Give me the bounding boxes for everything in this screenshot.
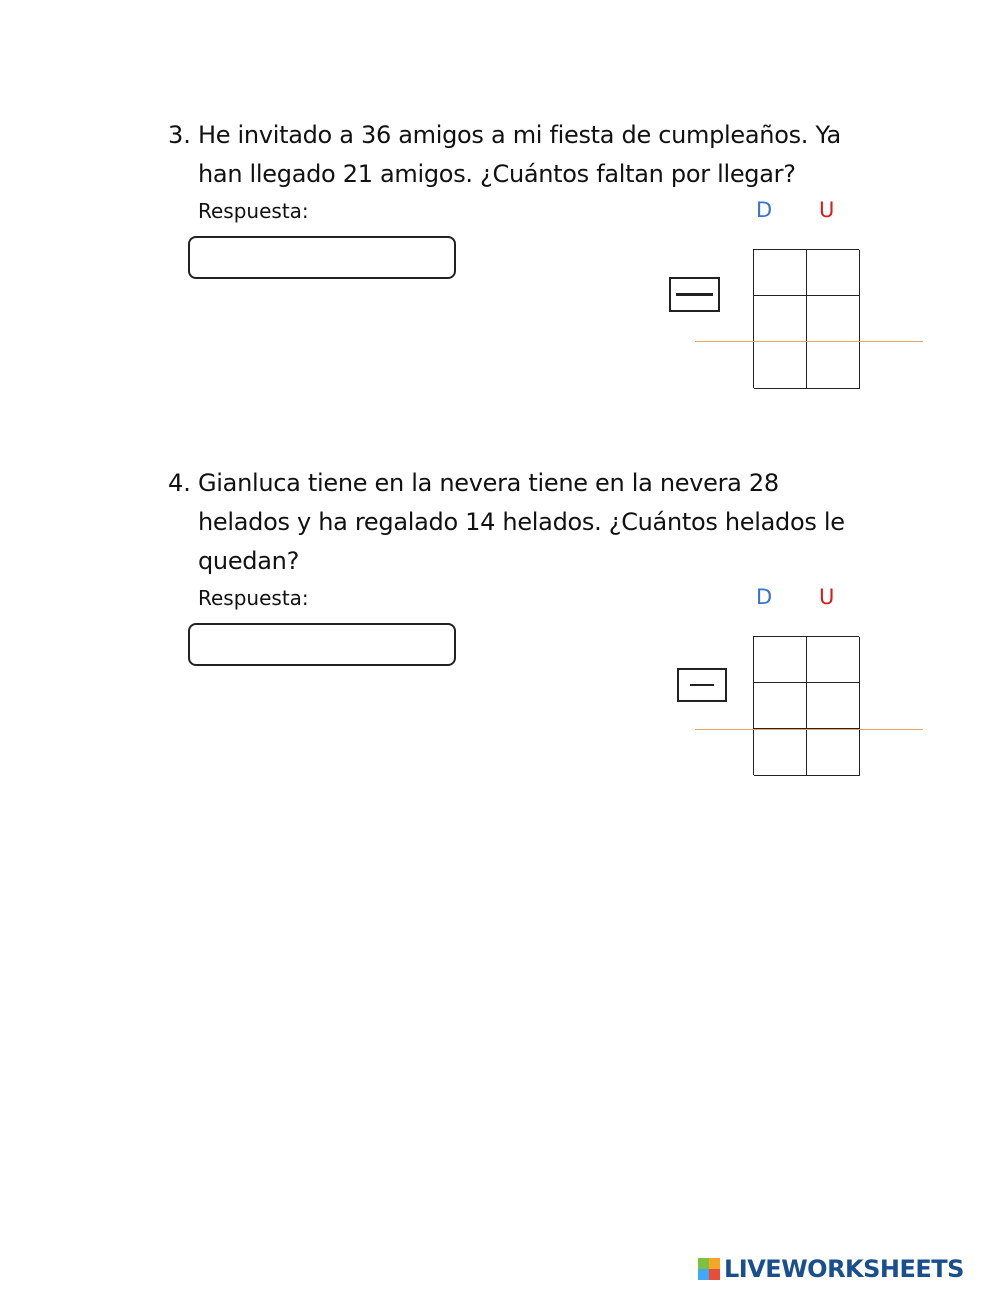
minus-icon xyxy=(676,293,713,296)
subtrahend-units-cell[interactable] xyxy=(807,296,860,342)
minus-icon xyxy=(690,684,714,686)
result-line xyxy=(695,729,923,730)
liveworksheets-logo-icon xyxy=(698,1258,720,1280)
subtraction-grid xyxy=(753,249,859,388)
units-column-label: U xyxy=(819,585,835,609)
result-tens-cell[interactable] xyxy=(754,342,807,389)
minuend-units-cell[interactable] xyxy=(807,250,860,296)
brand-name: LIVEWORKSHEETS xyxy=(724,1255,964,1283)
subtraction-grid xyxy=(753,636,859,775)
result-line xyxy=(695,341,923,342)
minus-sign-box xyxy=(677,668,727,702)
minuend-tens-cell[interactable] xyxy=(754,250,807,296)
problem-text-line: helados y ha regalado 14 helados. ¿Cuántos helados le xyxy=(198,508,845,536)
minuend-units-cell[interactable] xyxy=(807,637,860,683)
problem-text xyxy=(198,116,858,194)
units-column-label: U xyxy=(819,198,835,222)
subtrahend-units-cell[interactable] xyxy=(807,683,860,729)
problem-number: 3. xyxy=(168,121,191,149)
tens-column-label: D xyxy=(756,198,773,222)
answer-input[interactable] xyxy=(188,623,456,666)
problem-text-line: han llegado 21 amigos. ¿Cuántos faltan por llegar? xyxy=(198,160,796,188)
subtrahend-tens-cell[interactable] xyxy=(754,296,807,342)
tens-column-label: D xyxy=(756,585,773,609)
result-units-cell[interactable] xyxy=(807,729,860,776)
minuend-tens-cell[interactable] xyxy=(754,637,807,683)
minus-sign-box xyxy=(669,277,720,312)
answer-label: Respuesta: xyxy=(198,586,309,610)
answer-input[interactable] xyxy=(188,236,456,279)
liveworksheets-brand xyxy=(698,1254,964,1284)
result-tens-cell[interactable] xyxy=(754,729,807,776)
answer-label: Respuesta: xyxy=(198,199,309,223)
problem-text-line: Gianluca tiene en la nevera tiene en la nevera 28 xyxy=(198,469,779,497)
problem-number: 4. xyxy=(168,469,191,497)
problem-text xyxy=(198,464,858,581)
problem-text-line: quedan? xyxy=(198,547,300,575)
problem-text-line: He invitado a 36 amigos a mi fiesta de cumpleaños. Ya xyxy=(198,121,841,149)
subtrahend-tens-cell[interactable] xyxy=(754,683,807,729)
result-units-cell[interactable] xyxy=(807,342,860,389)
